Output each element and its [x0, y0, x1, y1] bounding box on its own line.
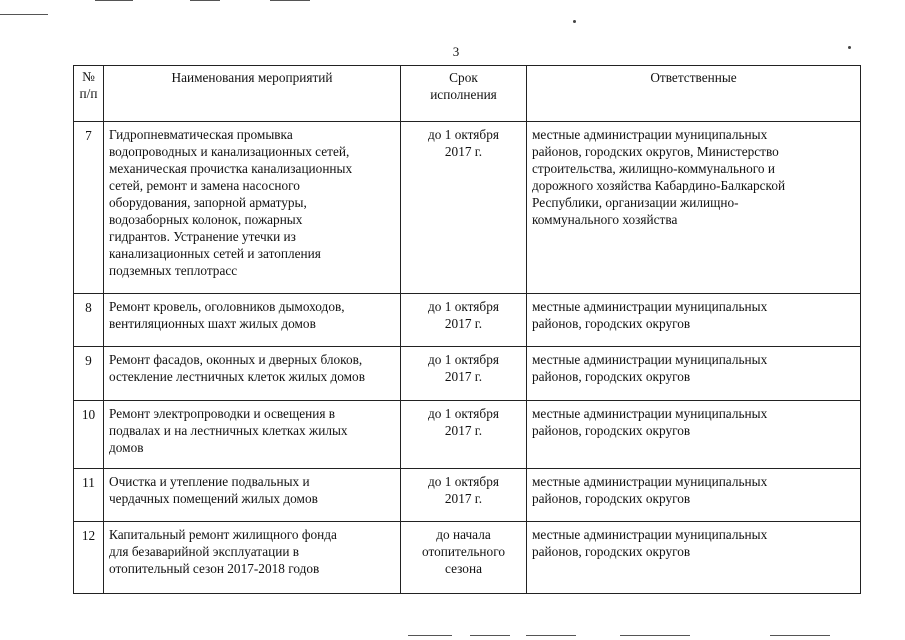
responsible-line: районов, городских округов — [532, 316, 691, 331]
deadline — [401, 469, 527, 522]
scan-artifact-dot — [573, 20, 576, 23]
page-number: 3 — [452, 44, 460, 59]
scan-artifact-line — [270, 0, 310, 1]
deadline-line: отопительного — [422, 544, 505, 559]
responsible-line: местные администрации муниципальных — [532, 527, 768, 542]
scan-artifact-line — [470, 635, 510, 636]
scan-artifact-line — [770, 635, 830, 636]
scan-artifact-line — [526, 635, 576, 636]
measure-name-line: Ремонт фасадов, оконных и дверных блоков, — [109, 352, 363, 367]
responsible — [527, 347, 861, 401]
measure-name-line: сетей, ремонт и замена насосного — [109, 178, 300, 193]
responsible-line: районов, городских округов — [532, 423, 691, 438]
responsible-line: коммунального хозяйства — [532, 212, 678, 227]
scan-artifact-dot — [848, 46, 851, 49]
responsible-line: районов, городских округов, Министерство — [532, 144, 779, 159]
measures-table — [73, 65, 861, 594]
scan-artifact-line — [620, 635, 690, 636]
measure-name — [104, 294, 401, 347]
deadline — [401, 522, 527, 594]
deadline-line: до 1 октября — [428, 299, 499, 314]
header-number: № п/п — [74, 66, 104, 122]
responsible — [527, 122, 861, 294]
row-number: 11 — [74, 469, 104, 522]
responsible — [527, 522, 861, 594]
header-responsible: Ответственные — [527, 66, 861, 122]
scan-artifact-line — [408, 635, 452, 636]
measure-name-line: водозаборных колонок, пожарных — [109, 212, 303, 227]
deadline — [401, 294, 527, 347]
header-deadline: Срок исполнения — [401, 66, 527, 122]
responsible-line: местные администрации муниципальных — [532, 352, 768, 367]
measure-name-line: оборудования, запорной арматуры, — [109, 195, 307, 210]
measure-name-line: вентиляционных шахт жилых домов — [109, 316, 316, 331]
measure-name-line: остекление лестничных клеток жилых домов — [109, 369, 365, 384]
deadline-line: до 1 октября — [428, 352, 499, 367]
deadline — [401, 401, 527, 469]
row-number: 8 — [74, 294, 104, 347]
deadline-line: до 1 октября — [428, 406, 499, 421]
responsible-line: Республики, организации жилищно- — [532, 195, 739, 210]
deadline-line: до 1 октября — [428, 474, 499, 489]
deadline-line: 2017 г. — [444, 369, 483, 384]
measure-name — [104, 122, 401, 294]
measure-name — [104, 522, 401, 594]
measure-name-line: Капитальный ремонт жилищного фонда — [109, 527, 337, 542]
table-row — [74, 401, 861, 469]
row-number: 12 — [74, 522, 104, 594]
measure-name-line: домов — [109, 440, 144, 455]
deadline-line: 2017 г. — [444, 144, 483, 159]
measure-name — [104, 469, 401, 522]
deadline-line: 2017 г. — [444, 316, 483, 331]
measure-name — [104, 401, 401, 469]
measure-name — [104, 347, 401, 401]
responsible — [527, 469, 861, 522]
deadline — [401, 347, 527, 401]
deadline-line: 2017 г. — [444, 491, 483, 506]
row-number: 9 — [74, 347, 104, 401]
responsible-line: районов, городских округов — [532, 491, 691, 506]
deadline-line: до 1 октября — [428, 127, 499, 142]
measure-name-line: Гидропневматическая промывка — [109, 127, 293, 142]
measure-name-line: гидрантов. Устранение утечки из — [109, 229, 296, 244]
measure-name-line: для безаварийной эксплуатации в — [109, 544, 300, 559]
responsible-line: дорожного хозяйства Кабардино-Балкарской — [532, 178, 786, 193]
table-row — [74, 347, 861, 401]
deadline — [401, 122, 527, 294]
responsible — [527, 294, 861, 347]
table-header-row — [74, 66, 861, 122]
responsible-line: местные администрации муниципальных — [532, 299, 768, 314]
measure-name-line: механическая прочистка канализационных — [109, 161, 353, 176]
measure-name-line: Очистка и утепление подвальных и — [109, 474, 310, 489]
responsible-line: местные администрации муниципальных — [532, 474, 768, 489]
measure-name-line: чердачных помещений жилых домов — [109, 491, 318, 506]
header-measure-name: Наименования мероприятий — [104, 66, 401, 122]
measure-name-line: Ремонт кровель, оголовников дымоходов, — [109, 299, 345, 314]
measure-name-line: водопроводных и канализационных сетей, — [109, 144, 350, 159]
measure-name-line: отопительный сезон 2017-2018 годов — [109, 561, 320, 576]
scan-artifact-line — [95, 0, 133, 1]
table-row — [74, 522, 861, 594]
responsible-line: строительства, жилищно-коммунального и — [532, 161, 776, 176]
deadline-line: сезона — [445, 561, 482, 576]
table-row — [74, 294, 861, 347]
row-number: 10 — [74, 401, 104, 469]
scan-artifact-line — [0, 14, 48, 15]
measure-name-line: подвалах и на лестничных клетках жилых — [109, 423, 348, 438]
responsible — [527, 401, 861, 469]
responsible-line: местные администрации муниципальных — [532, 406, 768, 421]
table-row — [74, 122, 861, 294]
scan-artifact-line — [190, 0, 220, 1]
responsible-line: местные администрации муниципальных — [532, 127, 768, 142]
responsible-line: районов, городских округов — [532, 369, 691, 384]
deadline-line: до начала — [436, 527, 491, 542]
measure-name-line: Ремонт электропроводки и освещения в — [109, 406, 336, 421]
table-row — [74, 469, 861, 522]
responsible-line: районов, городских округов — [532, 544, 691, 559]
measure-name-line: канализационных сетей и затопления — [109, 246, 321, 261]
deadline-line: 2017 г. — [444, 423, 483, 438]
measure-name-line: подземных теплотрасс — [109, 263, 238, 278]
row-number: 7 — [74, 122, 104, 294]
